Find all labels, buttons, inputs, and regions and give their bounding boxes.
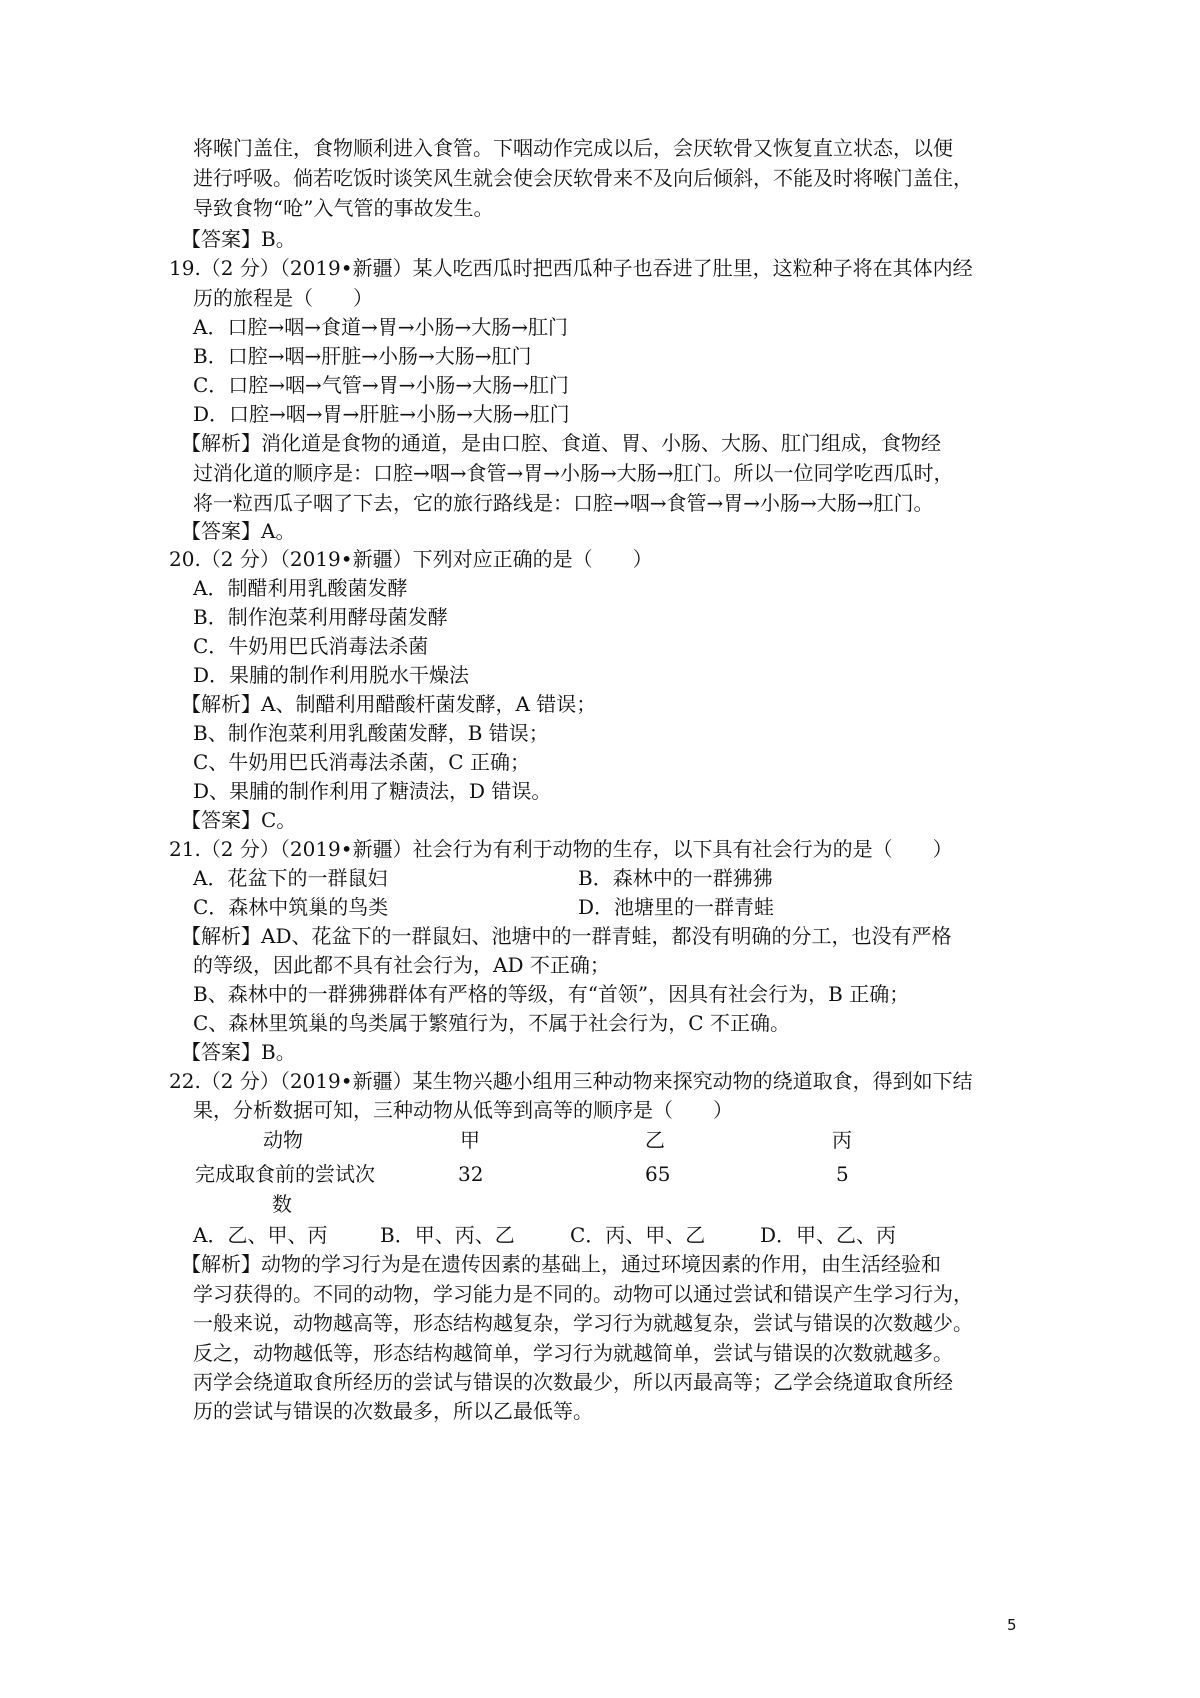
table-cell: 32 [458,1162,484,1186]
analysis-line: 【解析】动物的学习行为是在遗传因素的基础上，通过环境因素的作用，由生活经验和 [181,1252,941,1276]
table-cell: 5 [836,1162,849,1186]
option-b: B．森林中的一群狒狒 [578,866,773,890]
analysis-line: C、森林里筑巢的鸟类属于繁殖行为，不属于社会行为，C 不正确。 [193,1011,790,1035]
analysis-line: 将一粒西瓜子咽了下去，它的旅行路线是：口腔→咽→食管→胃→小肠→大肠→肛门。 [193,491,934,515]
text-line: 将喉门盖住，食物顺利进入食管。下咽动作完成以后，会厌软骨又恢复直立状态，以便 [193,136,953,160]
option-a: A．乙、甲、丙 [193,1223,328,1247]
analysis-line: B、森林中的一群狒狒群体有严格的等级，有“首领”，因具有社会行为，B 正确； [193,982,910,1006]
table-row-label: 数 [272,1192,292,1216]
table-header-jia: 甲 [460,1128,480,1152]
page-number: 5 [1007,1616,1017,1634]
analysis-line: 【解析】A、制醋利用醋酸杆菌发酵，A 错误； [181,692,597,716]
table-header-bing: 丙 [832,1128,852,1152]
option-d: D．甲、乙、丙 [760,1223,897,1247]
option-a: A．口腔→咽→食道→胃→小肠→大肠→肛门 [193,315,568,339]
option-c: C．口腔→咽→气管→胃→小肠→大肠→肛门 [193,373,569,397]
answer-line: 【答案】B。 [181,227,296,251]
table-row-label: 完成取食前的尝试次 [195,1162,375,1186]
question-20-stem: 20.（2 分）（2019•新疆）下列对应正确的是（ ） [169,547,653,571]
table-cell: 65 [645,1162,671,1186]
analysis-line: 【解析】AD、花盆下的一群鼠妇、池塘中的一群青蛙，都没有明确的分工，也没有严格 [181,924,952,948]
table-header-yi: 乙 [645,1128,665,1152]
table-header-animal: 动物 [263,1128,303,1152]
option-c: C．森林中筑巢的鸟类 [193,895,389,919]
option-c: C．丙、甲、乙 [570,1223,706,1247]
question-21-stem: 21.（2 分）（2019•新疆）社会行为有利于动物的生存，以下具有社会行为的是（ ） [169,837,953,861]
text-line: 进行呼吸。倘若吃饭时谈笑风生就会使会厌软骨来不及向后倾斜，不能及时将喉门盖住， [193,166,973,190]
question-19-stem: 19.（2 分）（2019•新疆）某人吃西瓜时把西瓜种子也吞进了肚里，这粒种子将在其体内经 [169,256,973,280]
question-22-stem: 果，分析数据可知，三种动物从低等到高等的顺序是（ ） [193,1098,733,1122]
analysis-line: 过消化道的顺序是：口腔→咽→食管→胃→小肠→大肠→肛门。所以一位同学吃西瓜时， [193,461,954,485]
answer-line: 【答案】C。 [181,808,297,832]
answer-line: 【答案】A。 [181,519,296,543]
analysis-line: 一般来说，动物越高等，形态结构越复杂，学习行为就越复杂，尝试与错误的次数越少。 [193,1311,973,1335]
text-line: 导致食物“呛”入气管的事故发生。 [193,196,494,220]
analysis-line: 丙学会绕道取食所经历的尝试与错误的次数最少，所以丙最高等；乙学会绕道取食所经 [193,1370,953,1394]
option-b: B．口腔→咽→肝脏→小肠→大肠→肛门 [193,344,532,368]
analysis-line: 历的尝试与错误的次数最多，所以乙最低等。 [193,1399,593,1423]
analysis-line: 学习获得的。不同的动物，学习能力是不同的。动物可以通过尝试和错误产生学习行为， [193,1282,973,1306]
analysis-line: D、果脯的制作利用了糖渍法，D 错误。 [193,779,552,803]
analysis-line: 【解析】消化道是食物的通道，是由口腔、食道、胃、小肠、大肠、肛门组成，食物经 [181,431,941,455]
answer-line: 【答案】B。 [181,1040,296,1064]
question-22-stem: 22.（2 分）（2019•新疆）某生物兴趣小组用三种动物来探究动物的绕道取食，得到如下结 [169,1069,973,1093]
option-d: D．池塘里的一群青蛙 [578,895,775,919]
analysis-line: B、制作泡菜利用乳酸菌发酵，B 错误； [193,721,549,745]
option-a: A．花盆下的一群鼠妇 [193,866,388,890]
option-d: D．果脯的制作利用脱水干燥法 [193,663,470,687]
analysis-line: C、牛奶用巴氏消毒法杀菌，C 正确； [193,750,530,774]
question-19-stem: 历的旅程是（ ） [193,286,373,310]
option-c: C．牛奶用巴氏消毒法杀菌 [193,634,429,658]
option-b: B．甲、丙、乙 [380,1223,515,1247]
option-a: A．制醋利用乳酸菌发酵 [193,576,408,600]
analysis-line: 反之，动物越低等，形态结构越简单，学习行为就越简单，尝试与错误的次数就越多。 [193,1341,953,1365]
analysis-line: 的等级，因此都不具有社会行为，AD 不正确； [193,953,610,977]
option-b: B．制作泡菜利用酵母菌发酵 [193,605,448,629]
option-d: D．口腔→咽→胃→肝脏→小肠→大肠→肛门 [193,402,570,426]
